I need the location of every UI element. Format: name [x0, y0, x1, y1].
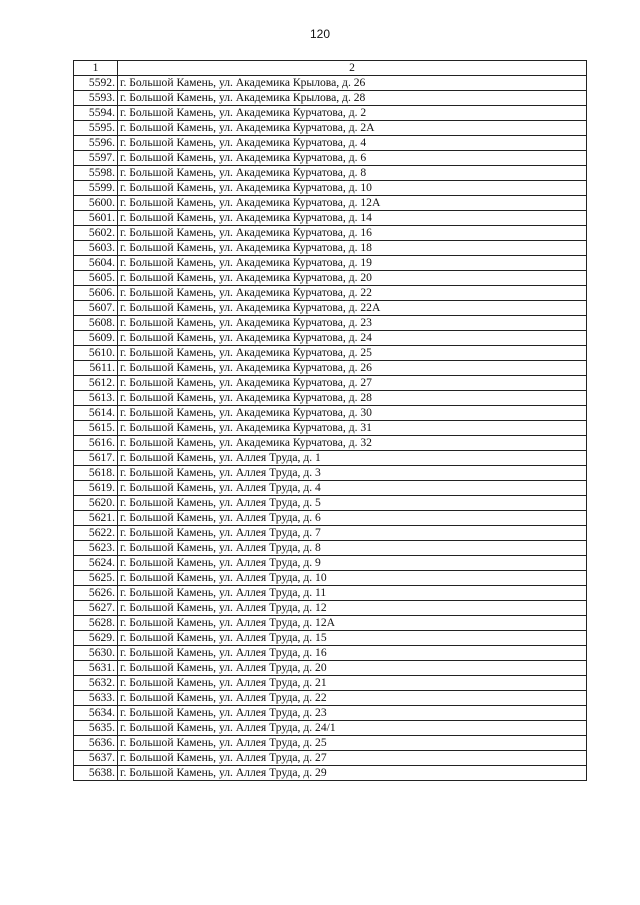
table-row: [74, 316, 587, 331]
row-number-cell: 5617.: [74, 451, 118, 466]
address-cell: г. Большой Камень, ул. Аллея Труда, д. 23: [118, 706, 587, 721]
row-number-cell: 5629.: [74, 631, 118, 646]
table-row: [74, 601, 587, 616]
address-cell: г. Большой Камень, ул. Академика Крылова, д. 26: [118, 76, 587, 91]
table-row: [74, 106, 587, 121]
address-cell: г. Большой Камень, ул. Академика Курчатова, д. 23: [118, 316, 587, 331]
table-row: [74, 421, 587, 436]
address-cell: г. Большой Камень, ул. Аллея Труда, д. 24/1: [118, 721, 587, 736]
address-cell: г. Большой Камень, ул. Аллея Труда, д. 25: [118, 736, 587, 751]
address-cell: г. Большой Камень, ул. Аллея Труда, д. 4: [118, 481, 587, 496]
row-number-cell: 5592.: [74, 76, 118, 91]
table-row: [74, 691, 587, 706]
table-row: [74, 391, 587, 406]
address-cell: г. Большой Камень, ул. Академика Курчатова, д. 14: [118, 211, 587, 226]
address-cell: г. Большой Камень, ул. Академика Курчатова, д. 18: [118, 241, 587, 256]
row-number-cell: 5596.: [74, 136, 118, 151]
table-row: [74, 151, 587, 166]
row-number-cell: 5618.: [74, 466, 118, 481]
address-cell: г. Большой Камень, ул. Аллея Труда, д. 22: [118, 691, 587, 706]
table-row: [74, 436, 587, 451]
row-number-cell: 5606.: [74, 286, 118, 301]
address-cell: г. Большой Камень, ул. Аллея Труда, д. 21: [118, 676, 587, 691]
address-cell: г. Большой Камень, ул. Академика Курчатова, д. 10: [118, 181, 587, 196]
row-number-cell: 5599.: [74, 181, 118, 196]
address-cell: г. Большой Камень, ул. Аллея Труда, д. 15: [118, 631, 587, 646]
table-row: [74, 511, 587, 526]
table-row: [74, 256, 587, 271]
row-number-cell: 5619.: [74, 481, 118, 496]
table-row: [74, 451, 587, 466]
address-table: [73, 60, 587, 781]
address-cell: г. Большой Камень, ул. Академика Курчатова, д. 2: [118, 106, 587, 121]
row-number-cell: 5600.: [74, 196, 118, 211]
row-number-cell: 5637.: [74, 751, 118, 766]
row-number-cell: 5595.: [74, 121, 118, 136]
row-number-cell: 5622.: [74, 526, 118, 541]
table-row: [74, 616, 587, 631]
row-number-cell: 5611.: [74, 361, 118, 376]
row-number-cell: 5603.: [74, 241, 118, 256]
address-cell: г. Большой Камень, ул. Аллея Труда, д. 5: [118, 496, 587, 511]
table-row: [74, 676, 587, 691]
address-cell: г. Большой Камень, ул. Академика Курчатова, д. 32: [118, 436, 587, 451]
table-row: [74, 361, 587, 376]
address-cell: г. Большой Камень, ул. Аллея Труда, д. 7: [118, 526, 587, 541]
address-cell: г. Большой Камень, ул. Аллея Труда, д. 1: [118, 451, 587, 466]
address-cell: г. Большой Камень, ул. Академика Курчатова, д. 2А: [118, 121, 587, 136]
address-cell: г. Большой Камень, ул. Аллея Труда, д. 12: [118, 601, 587, 616]
row-number-cell: 5608.: [74, 316, 118, 331]
address-cell: г. Большой Камень, ул. Академика Курчатова, д. 25: [118, 346, 587, 361]
table-row: [74, 286, 587, 301]
table-body: [74, 76, 587, 781]
table-row: [74, 166, 587, 181]
row-number-cell: 5621.: [74, 511, 118, 526]
address-cell: г. Большой Камень, ул. Аллея Труда, д. 3: [118, 466, 587, 481]
address-cell: г. Большой Камень, ул. Академика Курчатова, д. 26: [118, 361, 587, 376]
address-cell: г. Большой Камень, ул. Аллея Труда, д. 9: [118, 556, 587, 571]
row-number-cell: 5613.: [74, 391, 118, 406]
address-cell: г. Большой Камень, ул. Аллея Труда, д. 16: [118, 646, 587, 661]
row-number-cell: 5615.: [74, 421, 118, 436]
table-row: [74, 541, 587, 556]
table-row: [74, 751, 587, 766]
address-cell: г. Большой Камень, ул. Аллея Труда, д. 12А: [118, 616, 587, 631]
table-row: [74, 766, 587, 781]
table-row: [74, 406, 587, 421]
address-cell: г. Большой Камень, ул. Аллея Труда, д. 27: [118, 751, 587, 766]
table-row: [74, 571, 587, 586]
row-number-cell: 5597.: [74, 151, 118, 166]
row-number-cell: 5607.: [74, 301, 118, 316]
row-number-cell: 5610.: [74, 346, 118, 361]
table-row: [74, 466, 587, 481]
row-number-cell: 5633.: [74, 691, 118, 706]
address-cell: г. Большой Камень, ул. Академика Курчатова, д. 30: [118, 406, 587, 421]
table-row: [74, 556, 587, 571]
table-row: [74, 706, 587, 721]
row-number-cell: 5604.: [74, 256, 118, 271]
table-row: [74, 376, 587, 391]
address-cell: г. Большой Камень, ул. Академика Курчатова, д. 22А: [118, 301, 587, 316]
row-number-cell: 5632.: [74, 676, 118, 691]
page-number: 120: [309, 27, 331, 41]
address-cell: г. Большой Камень, ул. Академика Курчатова, д. 20: [118, 271, 587, 286]
row-number-cell: 5627.: [74, 601, 118, 616]
table-row: [74, 121, 587, 136]
row-number-cell: 5601.: [74, 211, 118, 226]
table-row: [74, 496, 587, 511]
address-cell: г. Большой Камень, ул. Академика Курчатова, д. 31: [118, 421, 587, 436]
row-number-cell: 5609.: [74, 331, 118, 346]
table-row: [74, 136, 587, 151]
table-row: [74, 181, 587, 196]
column-header-address: 2: [118, 61, 587, 76]
address-cell: г. Большой Камень, ул. Академика Курчатова, д. 6: [118, 151, 587, 166]
table-row: [74, 631, 587, 646]
row-number-cell: 5634.: [74, 706, 118, 721]
table-row: [74, 241, 587, 256]
address-cell: г. Большой Камень, ул. Академика Крылова, д. 28: [118, 91, 587, 106]
address-cell: г. Большой Камень, ул. Аллея Труда, д. 29: [118, 766, 587, 781]
table-row: [74, 271, 587, 286]
address-cell: г. Большой Камень, ул. Академика Курчатова, д. 16: [118, 226, 587, 241]
table-row: [74, 196, 587, 211]
row-number-cell: 5620.: [74, 496, 118, 511]
table-header-row: [74, 61, 587, 76]
row-number-cell: 5630.: [74, 646, 118, 661]
row-number-cell: 5625.: [74, 571, 118, 586]
table-row: [74, 211, 587, 226]
table-row: [74, 661, 587, 676]
table-row: [74, 646, 587, 661]
row-number-cell: 5614.: [74, 406, 118, 421]
address-cell: г. Большой Камень, ул. Аллея Труда, д. 6: [118, 511, 587, 526]
address-cell: г. Большой Камень, ул. Академика Курчатова, д. 8: [118, 166, 587, 181]
table-row: [74, 586, 587, 601]
address-cell: г. Большой Камень, ул. Академика Курчатова, д. 24: [118, 331, 587, 346]
table-row: [74, 526, 587, 541]
row-number-cell: 5616.: [74, 436, 118, 451]
table-row: [74, 736, 587, 751]
row-number-cell: 5638.: [74, 766, 118, 781]
table-row: [74, 226, 587, 241]
table-row: [74, 91, 587, 106]
address-cell: г. Большой Камень, ул. Академика Курчатова, д. 4: [118, 136, 587, 151]
row-number-cell: 5602.: [74, 226, 118, 241]
row-number-cell: 5628.: [74, 616, 118, 631]
row-number-cell: 5612.: [74, 376, 118, 391]
address-cell: г. Большой Камень, ул. Аллея Труда, д. 11: [118, 586, 587, 601]
address-cell: г. Большой Камень, ул. Академика Курчатова, д. 28: [118, 391, 587, 406]
address-cell: г. Большой Камень, ул. Академика Курчатова, д. 22: [118, 286, 587, 301]
row-number-cell: 5594.: [74, 106, 118, 121]
row-number-cell: 5593.: [74, 91, 118, 106]
table-row: [74, 301, 587, 316]
table-row: [74, 76, 587, 91]
column-header-number: 1: [74, 61, 118, 76]
row-number-cell: 5598.: [74, 166, 118, 181]
address-cell: г. Большой Камень, ул. Аллея Труда, д. 20: [118, 661, 587, 676]
row-number-cell: 5624.: [74, 556, 118, 571]
row-number-cell: 5623.: [74, 541, 118, 556]
row-number-cell: 5636.: [74, 736, 118, 751]
table-row: [74, 481, 587, 496]
row-number-cell: 5635.: [74, 721, 118, 736]
address-cell: г. Большой Камень, ул. Академика Курчатова, д. 19: [118, 256, 587, 271]
row-number-cell: 5631.: [74, 661, 118, 676]
table-row: [74, 331, 587, 346]
table-row: [74, 346, 587, 361]
row-number-cell: 5605.: [74, 271, 118, 286]
address-cell: г. Большой Камень, ул. Аллея Труда, д. 8: [118, 541, 587, 556]
table-row: [74, 721, 587, 736]
address-cell: г. Большой Камень, ул. Академика Курчатова, д. 27: [118, 376, 587, 391]
address-cell: г. Большой Камень, ул. Аллея Труда, д. 10: [118, 571, 587, 586]
row-number-cell: 5626.: [74, 586, 118, 601]
address-cell: г. Большой Камень, ул. Академика Курчатова, д. 12А: [118, 196, 587, 211]
